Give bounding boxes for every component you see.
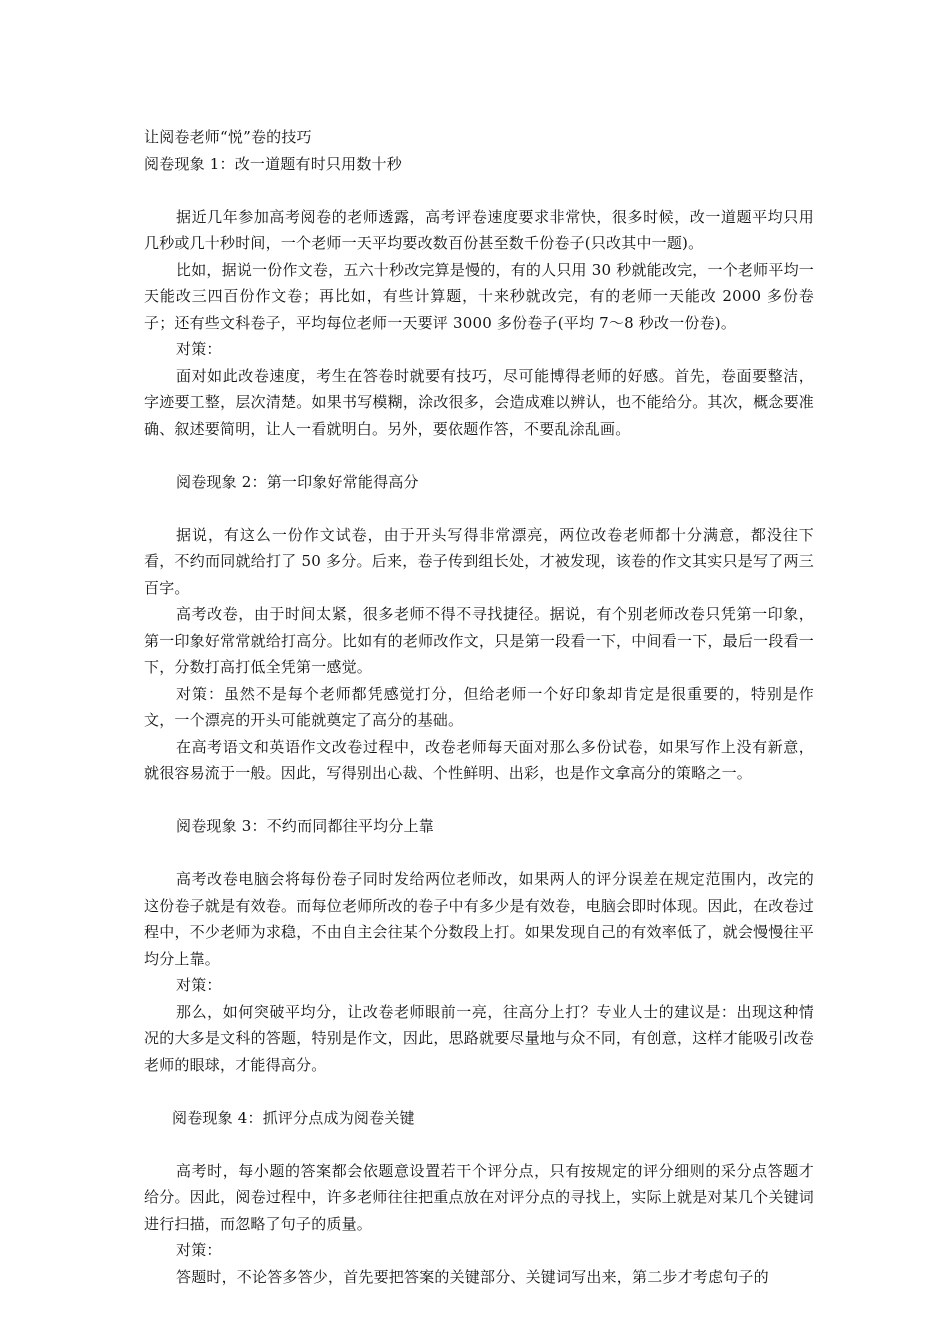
paragraph: 比如，据说一份作文卷，五六十秒改完算是慢的，有的人只用 30 秒就能改完，一个老师平均一天能改三四百份作文卷；再比如，有些计算题，十来秒就改完，有的老师一天能改 2000 多份卷子；还有些文科卷子，平均每位老师一天要评 3000 多份卷子(平均 7～8 秒改一份卷)。 bbox=[144, 260, 814, 332]
paragraph: 答题时，不论答多答少，首先要把答案的关键部分、关键词写出来，第二步才考虑句子的 bbox=[176, 1267, 769, 1286]
paragraph: 据近几年参加高考阅卷的老师透露，高考评卷速度要求非常快，很多时候，改一道题平均只用几秒或几十秒时间，一个老师一天平均要改数百份甚至数千份卷子(只改其中一题)。 bbox=[144, 207, 814, 252]
paragraph: 在高考语文和英语作文改卷过程中，改卷老师每天面对那么多份试卷，如果写作上没有新意，就很容易流于一般。因此，写得别出心裁、个性鲜明、出彩，也是作文拿高分的策略之一。 bbox=[144, 737, 814, 782]
section-heading-2: 阅卷现象 2：第一印象好常能得高分 bbox=[176, 472, 419, 491]
spacer bbox=[144, 1131, 814, 1158]
spacer bbox=[144, 442, 814, 469]
paragraph: 高考改卷电脑会将每份卷子同时发给两位老师改，如果两人的评分误差在规定范围内，改完的这份卷子就是有效卷。而每位老师所改的卷子中有多少是有效卷，电脑会即时体现。因此，在改卷过程中，不少老师为求稳，不由自主会往某个分数段上打。如果发现自己的有效率低了，就会慢慢往平均分上靠。 bbox=[144, 870, 814, 968]
paragraph: 对策：虽然不是每个老师都凭感觉打分，但给老师一个好印象却肯定是很重要的，特别是作文，一个漂亮的开头可能就奠定了高分的基础。 bbox=[144, 684, 814, 729]
paragraph: 高考时，每小题的答案都会依题意设置若干个评分点，只有按规定的评分细则的采分点答题才给分。因此，阅卷过程中，许多老师往往把重点放在对评分点的寻找上，实际上就是对某几个关键词进行扫描，而忽略了句子的质量。 bbox=[144, 1161, 814, 1233]
paragraph: 那么，如何突破平均分，让改卷老师眼前一亮，往高分上打？专业人士的建议是：出现这种情况的大多是文科的答题，特别是作文，因此，思路就要尽量地与众不同，有创意，这样才能吸引改卷老师的眼球，才能得高分。 bbox=[144, 1002, 814, 1074]
strategy-label: 对策： bbox=[176, 1241, 222, 1259]
spacer bbox=[144, 495, 814, 522]
section-heading-4: 阅卷现象 4：抓评分点成为阅卷关键 bbox=[172, 1108, 415, 1127]
spacer bbox=[144, 1078, 814, 1105]
spacer bbox=[144, 787, 814, 814]
spacer bbox=[144, 177, 814, 204]
paragraph: 高考改卷，由于时间太紧，很多老师不得不寻找捷径。据说，有个别老师改卷只凭第一印象，第一印象好常常就给打高分。比如有的老师改作文，只是第一段看一下，中间看一下，最后一段看一下，分数打高打低全凭第一感觉。 bbox=[144, 605, 814, 676]
document-body bbox=[144, 124, 814, 1290]
section-heading-1: 阅卷现象 1：改一道题有时只用数十秒 bbox=[144, 154, 402, 173]
strategy-label: 对策： bbox=[176, 340, 222, 358]
section-heading-3: 阅卷现象 3：不约而同都往平均分上靠 bbox=[176, 817, 434, 835]
spacer bbox=[144, 840, 814, 867]
strategy-label: 对策： bbox=[176, 976, 222, 994]
paragraph: 据说，有这么一份作文试卷，由于开头写得非常漂亮，两位改卷老师都十分满意，都没往下看，不约而同就给打了 50 多分。后来，卷子传到组长处，才被发现，该卷的作文其实只是写了两三百字。 bbox=[144, 525, 814, 597]
paragraph: 面对如此改卷速度，考生在答卷时就要有技巧，尽可能博得老师的好感。首先，卷面要整洁，字迹要工整，层次清楚。如果书写模糊，涂改很多，会造成难以辨认，也不能给分。其次，概念要准确、叙述要简明，让人一看就明白。另外，要依题作答，不要乱涂乱画。 bbox=[144, 366, 814, 438]
document-title: 让阅卷老师“悦”卷的技巧 bbox=[144, 128, 312, 146]
